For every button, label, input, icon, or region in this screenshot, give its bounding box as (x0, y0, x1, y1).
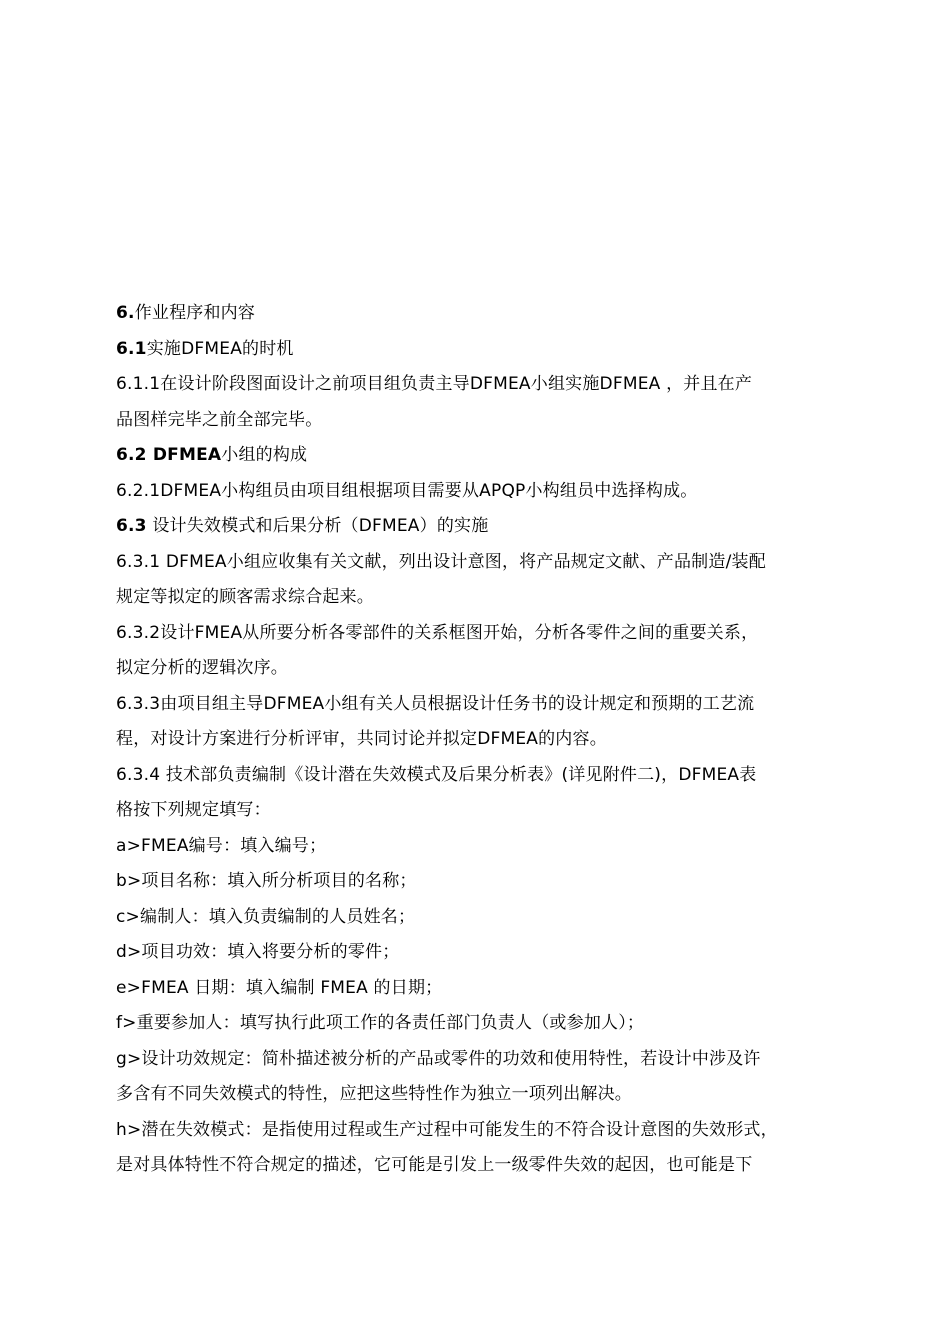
list-item: b>项目名称：填入所分析项目的名称； (116, 871, 417, 891)
list-item: d>项目功效：填入将要分析的零件； (116, 942, 400, 962)
list-item: f>重要参加人：填写执行此项工作的各责任部门负责人（或参加人）； (116, 1013, 645, 1033)
paragraph-line: 6.3.2设计FMEA从所要分析各零部件的关系框图开始，分析各零件之间的重要关系， (116, 622, 759, 643)
list-item: h>潜在失效模式：是指使用过程或生产过程中可能发生的不符合设计意图的失效形式， (116, 1119, 778, 1140)
list-item: c>编制人：填入负责编制的人员姓名； (116, 906, 416, 927)
paragraph-line: 6.3.3由项目组主导DFMEA小组有关人员根据设计任务书的设计规定和预期的工艺流 (116, 693, 755, 714)
document-body (116, 296, 842, 1184)
list-item: 多含有不同失效模式的特性，应把这些特性作为独立一项列出解决。 (116, 1084, 632, 1104)
section-title: 作业程序和内容 (134, 303, 256, 323)
list-item: 是对具体特性不符合规定的描述，它可能是引发上一级零件失效的起因，也可能是下 (116, 1155, 753, 1175)
section-title: 小组的构成 (221, 445, 308, 465)
paragraph-line: 6.2.1DFMEA小构组员由项目组根据项目需要从APQP小构组员中选择构成。 (116, 480, 698, 501)
section-number: 6.3 (116, 516, 147, 536)
paragraph-line: 拟定分析的逻辑次序。 (116, 658, 288, 678)
list-item: a>FMEA编号：填入编号； (116, 835, 327, 856)
section-heading-6-3 (116, 509, 842, 545)
paragraph-line: 6.3.4 技术部负责编制《设计潜在失效模式及后果分析表》(详见附件二)，DFMEA表 (116, 764, 757, 785)
paragraph-line: 6.1.1在设计阶段图面设计之前项目组负责主导DFMEA小组实施DFMEA ，并且在产 (116, 374, 753, 394)
list-item: e>FMEA 日期：填入编制 FMEA 的日期； (116, 977, 443, 998)
section-title: 设计失效模式和后果分析（DFMEA）的实施 (146, 516, 489, 536)
section-title: 实施DFMEA的时机 (146, 338, 294, 359)
section-number: 6.2 DFMEA (116, 445, 222, 465)
section-heading-6-1 (116, 332, 842, 368)
paragraph-line: 规定等拟定的顾客需求综合起来。 (116, 587, 374, 607)
section-number: 6. (116, 303, 135, 323)
paragraph-line: 格按下列规定填写： (116, 800, 271, 820)
paragraph-line: 品图样完毕之前全部完毕。 (116, 409, 323, 430)
section-heading-6-2 (116, 438, 842, 474)
section-number: 6.1 (116, 338, 147, 359)
paragraph-line: 6.3.1 DFMEA小组应收集有关文献，列出设计意图，将产品规定文献、产品制造/装配 (116, 551, 766, 572)
paragraph-line: 程，对设计方案进行分析评审，共同讨论并拟定DFMEA的内容。 (116, 729, 607, 749)
list-item: g>设计功效规定：简朴描述被分析的产品或零件的功效和使用特性，若设计中涉及许 (116, 1048, 761, 1069)
section-heading-6 (116, 296, 842, 332)
